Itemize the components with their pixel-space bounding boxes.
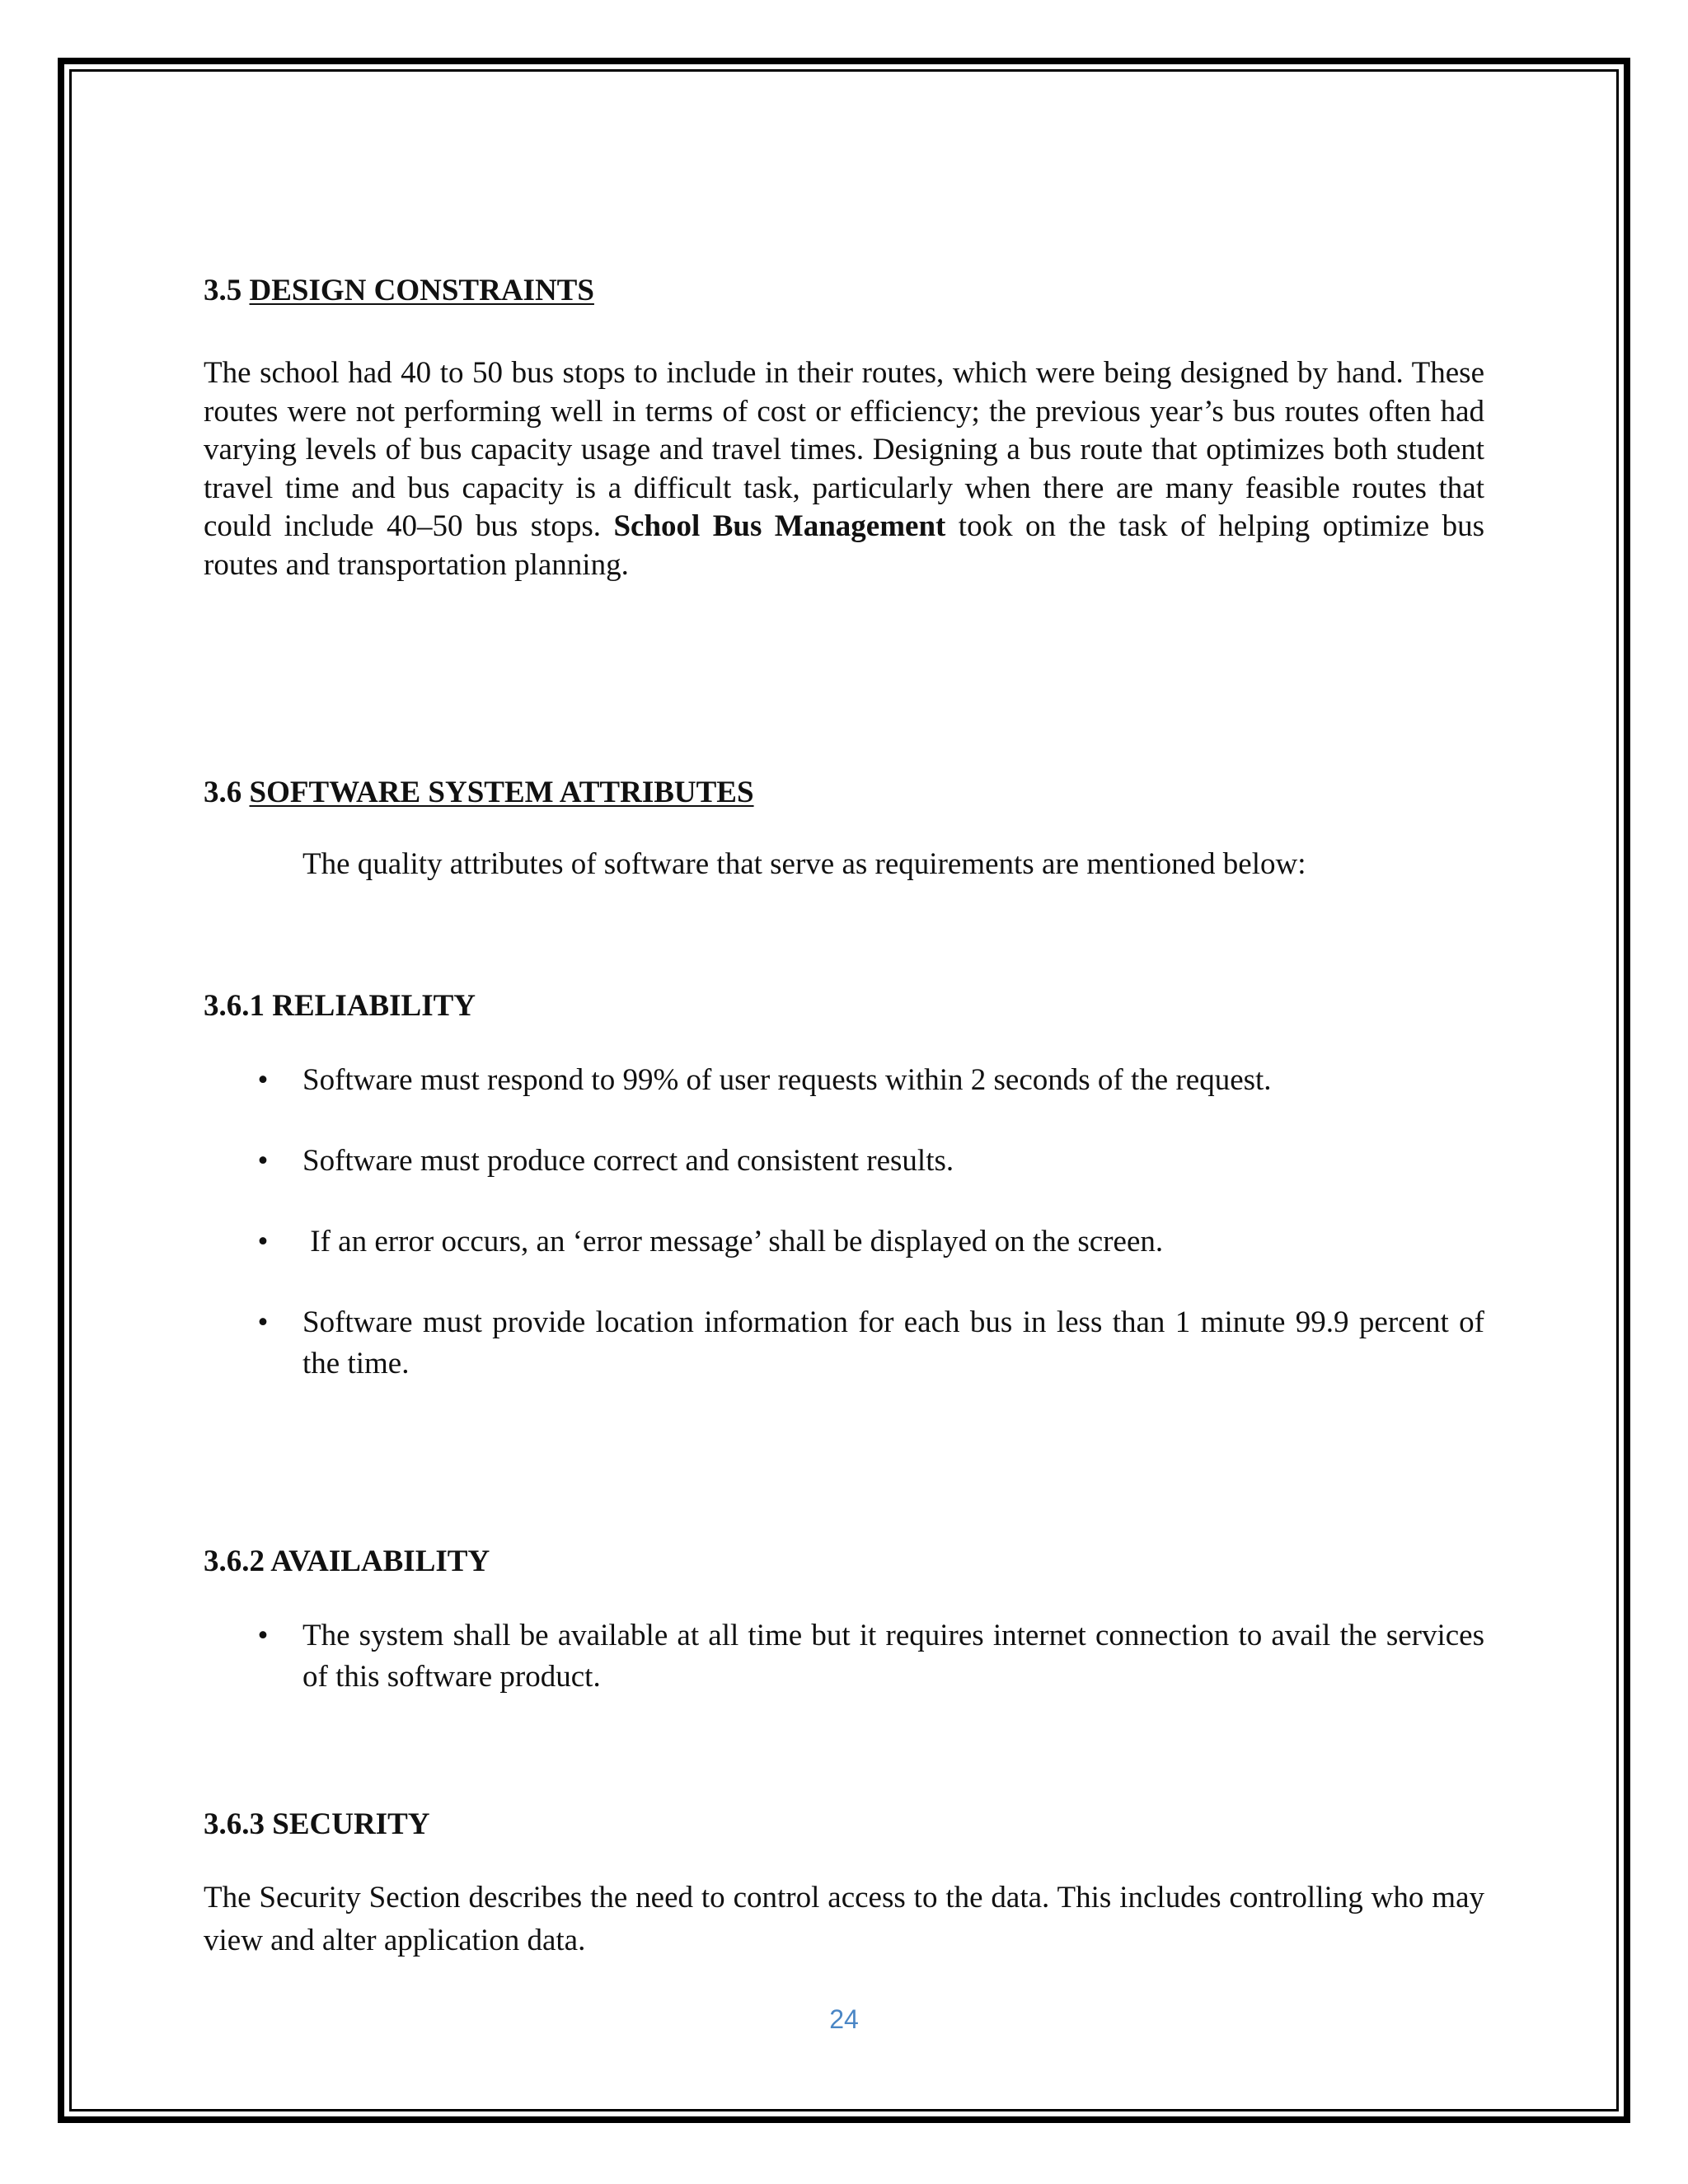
heading-3-6-title: SOFTWARE SYSTEM ATTRIBUTES <box>249 776 754 809</box>
heading-3-6-number: 3.6 <box>204 776 242 809</box>
reliability-bullet-1 <box>204 1060 1484 1101</box>
heading-reliability: 3.6.1 RELIABILITY <box>204 989 476 1023</box>
reliability-bullet-3 <box>204 1221 1484 1263</box>
reliability-bullet-4-text: Software must provide location information for each bus in less than 1 minute 99.9 percent of the time. <box>302 1305 1484 1380</box>
paragraph-design-constraints-text: The school had 40 to 50 bus stops to include in their routes, which were being designed by hand. These routes were not performing well in terms of cost or efficiency; the previous year’s bus routes often had varying levels of bus capacity usage and travel times. Designing a bus route that optimizes both student travel time and bus capacity is a difficult task, particularly when there are many feasible routes that could include 40–50 bus stops. <box>204 356 1484 543</box>
paragraph-design-constraints <box>204 354 1484 584</box>
reliability-bullet-4 <box>204 1302 1484 1385</box>
reliability-bullet-3-text: If an error occurs, an ‘error message’ shall be displayed on the screen. <box>302 1225 1164 1258</box>
reliability-bullet-1-text: Software must respond to 99% of user requests within 2 seconds of the request. <box>302 1063 1272 1097</box>
bullet-icon: • <box>257 1144 269 1178</box>
heading-3-5-number: 3.5 <box>204 274 242 307</box>
paragraph-design-constraints-bold: School Bus Management <box>613 509 946 543</box>
bullet-icon: • <box>257 1619 269 1652</box>
software-attributes-intro: The quality attributes of software that serve as requirements are mentioned below: <box>302 847 1306 881</box>
heading-3-5-title: DESIGN CONSTRAINTS <box>249 274 594 307</box>
availability-bullet-1 <box>204 1615 1484 1698</box>
bullet-icon: • <box>257 1063 269 1097</box>
heading-security: 3.6.3 SECURITY <box>204 1807 430 1841</box>
bullet-icon: • <box>257 1225 269 1258</box>
paragraph-design-constraints-tail: took on the task of helping optimize bus routes and transportation planning. <box>204 509 1484 582</box>
heading-availability: 3.6.2 AVAILABILITY <box>204 1544 490 1578</box>
paragraph-security: The Security Section describes the need to control access to the data. This includes controlling who may view and alter application data. <box>204 1881 1484 1957</box>
bullet-icon: • <box>257 1305 269 1339</box>
heading-3-5 <box>204 272 594 310</box>
heading-3-6 <box>204 774 754 812</box>
reliability-bullet-2 <box>204 1141 1484 1182</box>
page-number: 24 <box>829 2004 859 2034</box>
availability-bullet-1-text: The system shall be available at all time but it requires internet connection to avail the services of this software product. <box>302 1619 1484 1694</box>
reliability-bullet-2-text: Software must produce correct and consistent results. <box>302 1144 954 1178</box>
